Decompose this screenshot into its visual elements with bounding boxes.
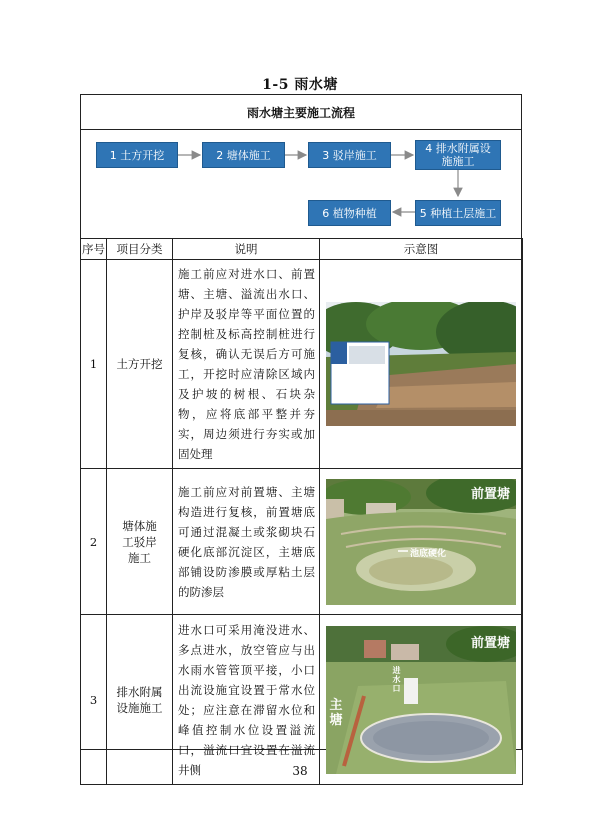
flow-title: 雨水塘主要施工流程 bbox=[80, 96, 522, 130]
page-number: 38 bbox=[292, 764, 308, 778]
table-row bbox=[81, 260, 523, 469]
flow-step-3: 3 驳岸施工 bbox=[308, 142, 391, 168]
row-no: 1 bbox=[81, 260, 107, 469]
row-photo-cell bbox=[320, 260, 523, 469]
photo-label-forebay: 前置塘 bbox=[470, 486, 510, 502]
photo-timestamp: 2021.06.23 09:53:27 bbox=[334, 392, 387, 398]
row-category: 塘体施工驳岸施工 bbox=[107, 469, 173, 615]
row-photo-cell bbox=[320, 469, 523, 615]
row-no: 2 bbox=[81, 469, 107, 615]
pond-body-photo bbox=[326, 479, 516, 605]
flow-step-4: 4 排水附属设施施工 bbox=[415, 140, 501, 170]
row-description: 施工前应对前置塘、主塘构造进行复核，前置塘底可通过混凝土或浆砌块石硬化底部沉淀区，主塘底部铺设防渗膜或厚粘土层的防渗层 bbox=[173, 469, 320, 615]
row-photo-cell bbox=[320, 615, 523, 785]
flow-step-6: 6 植物种植 bbox=[308, 200, 391, 226]
photo-label-forebay: 前置塘 bbox=[470, 635, 510, 651]
row-category: 排水附属设施施工 bbox=[107, 615, 173, 785]
row-no: 3 bbox=[81, 615, 107, 785]
construction-table bbox=[80, 238, 523, 785]
excavation-photo bbox=[326, 302, 516, 426]
photo-label-bottom-hardening: 池底硬化 bbox=[410, 548, 447, 559]
header-category: 项目分类 bbox=[107, 239, 173, 260]
drainage-facility-photo bbox=[326, 626, 516, 774]
row-description: 进水口可采用淹没进水、多点进水，放空管应与出水雨水管管顶平接，小口出流设施宜设置于常水位处；应注意在滞留水位和峰值控制水位设置溢流口，溢流口宜设置在溢流井侧 bbox=[173, 615, 320, 785]
header-no: 序号 bbox=[81, 239, 107, 260]
table-header-row bbox=[81, 239, 523, 260]
page-title: 1-5 雨水塘 bbox=[262, 77, 338, 93]
flow-step-1: 1 土方开挖 bbox=[96, 142, 178, 168]
photo-label-inlet: 进水口 bbox=[392, 665, 401, 693]
header-description: 说明 bbox=[173, 239, 320, 260]
header-diagram: 示意图 bbox=[320, 239, 523, 260]
row-category: 土方开挖 bbox=[107, 260, 173, 469]
flow-step-2: 2 塘体施工 bbox=[202, 142, 285, 168]
flow-step-5: 5 种植土层施工 bbox=[415, 200, 501, 226]
photo-label-main-pond: 主塘 bbox=[329, 697, 343, 728]
flow-chart bbox=[80, 130, 522, 238]
table-row bbox=[81, 615, 523, 785]
table-row bbox=[81, 469, 523, 615]
row-description: 施工前应对进水口、前置塘、主塘、溢流出水口、护岸及驳岸等平面位置的控制桩及标高控制桩进行复核，确认无误后方可施工，开挖时应清除区域内及护坡的树根、石块杂物，应将底部平整并夯实，周边须进行夯实或加固处理 bbox=[173, 260, 320, 469]
